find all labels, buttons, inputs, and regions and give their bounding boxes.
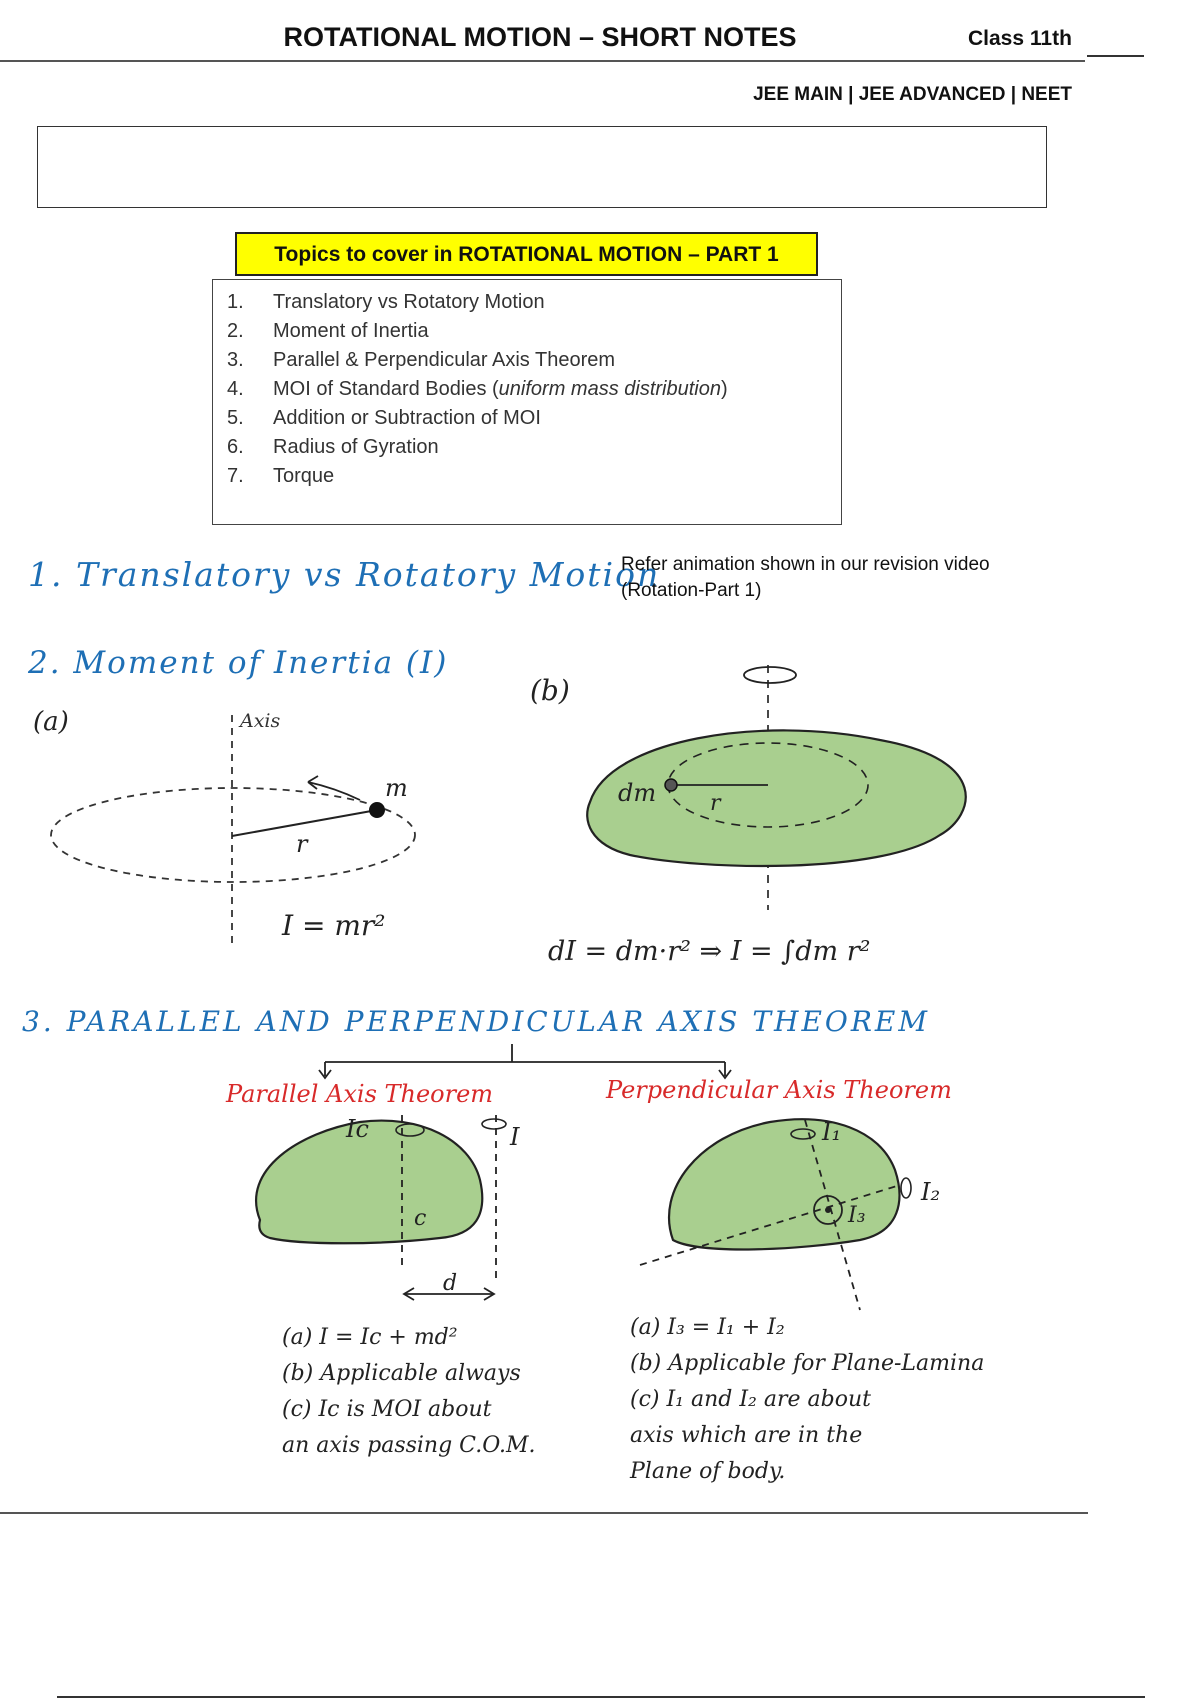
topic-item: 4. MOI of Standard Bodies (uniform mass distribution) bbox=[227, 378, 728, 400]
fig-a-axis-label: Axis bbox=[240, 710, 281, 732]
blank-box bbox=[37, 126, 1047, 208]
fig-a-point-mass bbox=[369, 802, 385, 818]
perpendicular-notes bbox=[630, 1310, 984, 1490]
parallel-body bbox=[256, 1121, 482, 1244]
note-line: (a) I = Ic + md² bbox=[282, 1325, 458, 1350]
footer-divider bbox=[57, 1696, 1145, 1698]
fig-b-dm-label: dm bbox=[618, 779, 657, 807]
fig-b-radius-label: r bbox=[710, 791, 721, 816]
fig-a-mass-label: m bbox=[385, 774, 408, 802]
topics-box bbox=[212, 279, 842, 525]
note-line: (c) Ic is MOI about bbox=[282, 1397, 492, 1422]
note-line: (c) I₁ and I₂ are about bbox=[630, 1387, 871, 1412]
header-divider bbox=[0, 60, 1085, 62]
note-line: (b) Applicable for Plane-Lamina bbox=[630, 1351, 985, 1376]
parallel-axis-title: Parallel Axis Theorem bbox=[226, 1080, 494, 1108]
perp-i2-label: I₂ bbox=[921, 1178, 941, 1206]
topics-banner: Topics to cover in ROTATIONAL MOTION – PART 1 bbox=[235, 232, 818, 276]
class-label: Class 11th bbox=[968, 27, 1072, 50]
topics-list bbox=[213, 280, 841, 491]
parallel-ic-label: Ic bbox=[346, 1115, 369, 1143]
fig-b-rotation-icon bbox=[744, 667, 796, 683]
perp-i3-label: I₃ bbox=[848, 1203, 866, 1228]
topic-item: 6. Radius of Gyration bbox=[227, 436, 439, 458]
section2-heading: 2. Moment of Inertia (I) bbox=[28, 645, 449, 681]
branch-connector bbox=[325, 1044, 725, 1076]
parallel-i-label: I bbox=[510, 1123, 520, 1151]
perp-body bbox=[669, 1119, 899, 1249]
perp-i1-label: I₁ bbox=[822, 1118, 842, 1146]
topic-item: 7. Torque bbox=[227, 465, 335, 487]
topic-item: 2. Moment of Inertia bbox=[227, 320, 429, 342]
section1-note: Refer animation shown in our revision video (Rotation-Part 1) bbox=[621, 554, 990, 601]
header-divider-short bbox=[1087, 55, 1144, 57]
perp-axis-3-point bbox=[825, 1207, 831, 1213]
topic-item: 1. Translatory vs Rotatory Motion bbox=[227, 291, 545, 313]
fig-b-formula: dI = dm·r² ⇒ I = ∫dm r² bbox=[548, 936, 871, 967]
fig-b-label: (b) bbox=[530, 674, 570, 707]
fig-b-mass-element bbox=[665, 779, 677, 791]
fig-a-label: (a) bbox=[33, 707, 69, 737]
fig-a-rotation-arrow bbox=[308, 782, 360, 800]
page-title: ROTATIONAL MOTION – SHORT NOTES bbox=[283, 22, 797, 52]
parallel-notes bbox=[282, 1320, 535, 1464]
parallel-d-label: d bbox=[443, 1271, 458, 1296]
axis-theorem-figures bbox=[0, 1040, 1200, 1330]
note-line: (a) I₃ = I₁ + I₂ bbox=[630, 1315, 785, 1340]
section3-heading: 3. PARALLEL AND PERPENDICULAR AXIS THEOREM bbox=[22, 1005, 931, 1038]
note-line: Plane of body. bbox=[630, 1459, 786, 1484]
perpendicular-axis-title: Perpendicular Axis Theorem bbox=[606, 1076, 952, 1104]
topic-item: 3. Parallel & Perpendicular Axis Theorem bbox=[227, 349, 616, 371]
parallel-offset-rotation-icon bbox=[482, 1119, 506, 1129]
note-line: axis which are in the bbox=[630, 1423, 863, 1448]
section1-heading: 1. Translatory vs Rotatory Motion bbox=[28, 555, 661, 594]
exam-list: JEE MAIN | JEE ADVANCED | NEET bbox=[753, 84, 1072, 105]
moi-figures bbox=[0, 660, 1200, 980]
note-line: an axis passing C.O.M. bbox=[282, 1433, 536, 1458]
note-line: (b) Applicable always bbox=[282, 1361, 521, 1386]
fig-a-radius-label: r bbox=[296, 830, 308, 858]
section-divider bbox=[0, 1512, 1088, 1514]
perp-axis-2-rotation bbox=[901, 1178, 911, 1198]
topic-item: 5. Addition or Subtraction of MOI bbox=[227, 407, 541, 429]
parallel-c-label: c bbox=[414, 1206, 427, 1231]
fig-a-formula: I = mr² bbox=[282, 909, 386, 942]
